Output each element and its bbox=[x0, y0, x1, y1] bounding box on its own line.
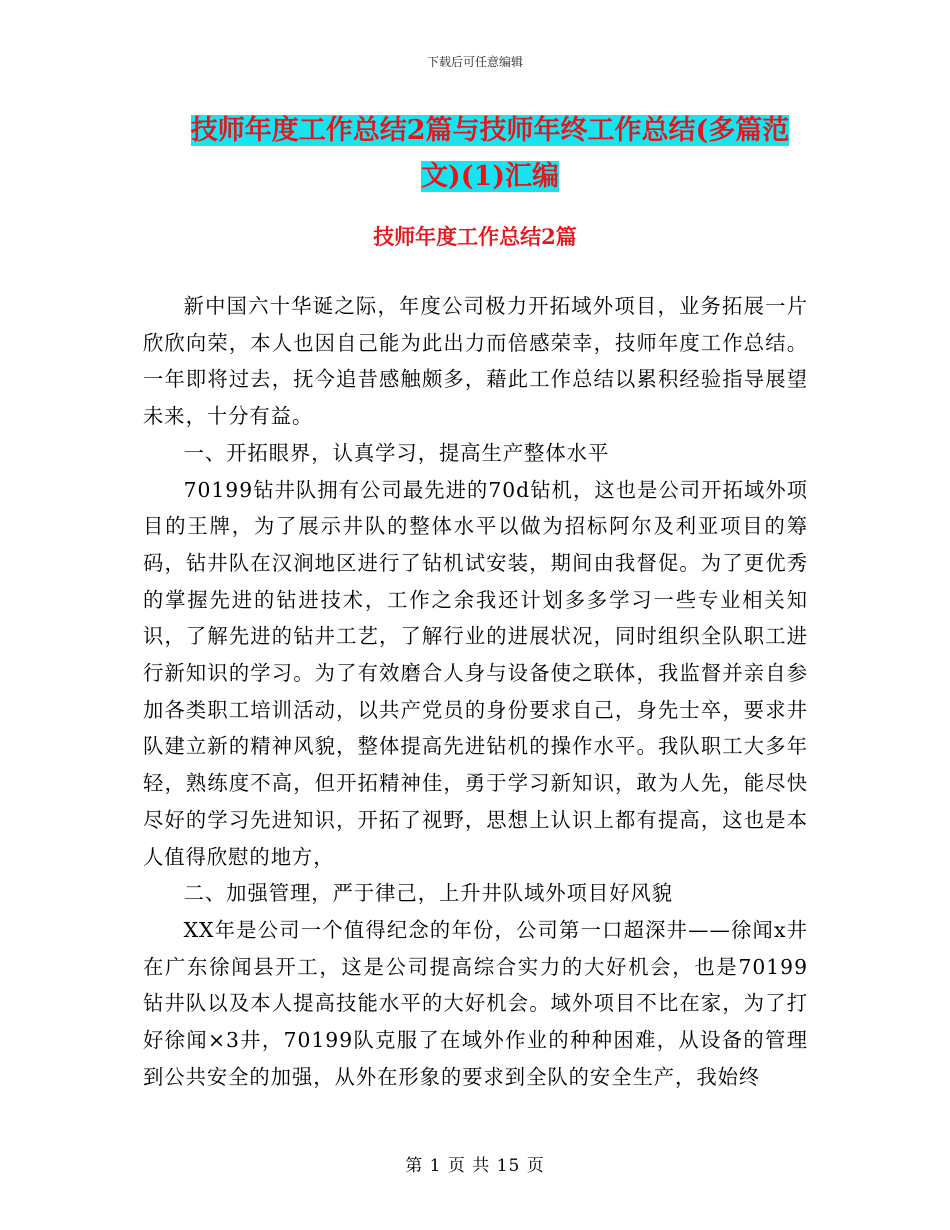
section-title: 技师年度工作总结2篇 bbox=[373, 224, 577, 249]
document-title-line-1: 技师年度工作总结2篇与技师年终工作总结(多篇范 bbox=[190, 115, 790, 146]
heading-section-2: 二、加强管理，严于律己，上升井队域外项目好风貌 bbox=[183, 881, 674, 906]
paragraph-section-2: XX年是公司一个值得纪念的年份，公司第一口超深井——徐闻x井在广东徐闻县开工，这是公司提高综合实力的大好机会，也是70199钻井队以及本人提高技能水平的大好机会。域外项目不比在家，为了打好徐闻×3井，70199队克服了在域外作业的种种困难，从设备的管理到公共安全的加强，从外在形象的要求到全队的安全生产，我始终 bbox=[143, 917, 808, 1089]
paragraph-section-1: 70199钻井队拥有公司最先进的70d钻机，这也是公司开拓域外项目的王牌，为了展示井队的整体水平以做为招标阿尔及利亚项目的筹码，钻井队在汉涧地区进行了钻机试安装，期间由我督促。为了更优秀的掌握先进的钻进技术，工作之余我还计划多多学习一些专业相关知识，了解先进的钻井工艺，了解行业的进展状况，同时组织全队职工进行新知识的学习。为了有效磨合人身与设备使之联体，我监督并亲自参加各类职工培训活动，以共产党员的身份要求自己，身先士卒，要求井队建立新的精神风貌，整体提高先进钻机的操作水平。我队职工大多年轻，熟练度不高，但开拓精神佳，勇于学习新知识，敢为人先，能尽快尽好的学习先进知识，开拓了视野，思想上认识上都有提高，这也是本人值得欣慰的地方， bbox=[143, 477, 808, 869]
header-note: 下载后可任意编辑 bbox=[426, 55, 523, 69]
page-number-footer: 第 1 页 共 15 页 bbox=[405, 1156, 545, 1176]
document-body bbox=[143, 288, 808, 1095]
paragraph-intro: 新中国六十华诞之际，年度公司极力开拓域外项目，业务拓展一片欣欣向荣，本人也因自己能为此出力而倍感荣幸，技师年度工作总结。一年即将过去，抚今追昔感触颇多，藉此工作总结以累积经验指导展望未来，十分有益。 bbox=[143, 294, 808, 429]
document-title-line-2: 文)(1)汇编 bbox=[420, 161, 560, 192]
heading-section-1: 一、开拓眼界，认真学习，提高生产整体水平 bbox=[183, 440, 610, 465]
document-title bbox=[160, 108, 820, 200]
